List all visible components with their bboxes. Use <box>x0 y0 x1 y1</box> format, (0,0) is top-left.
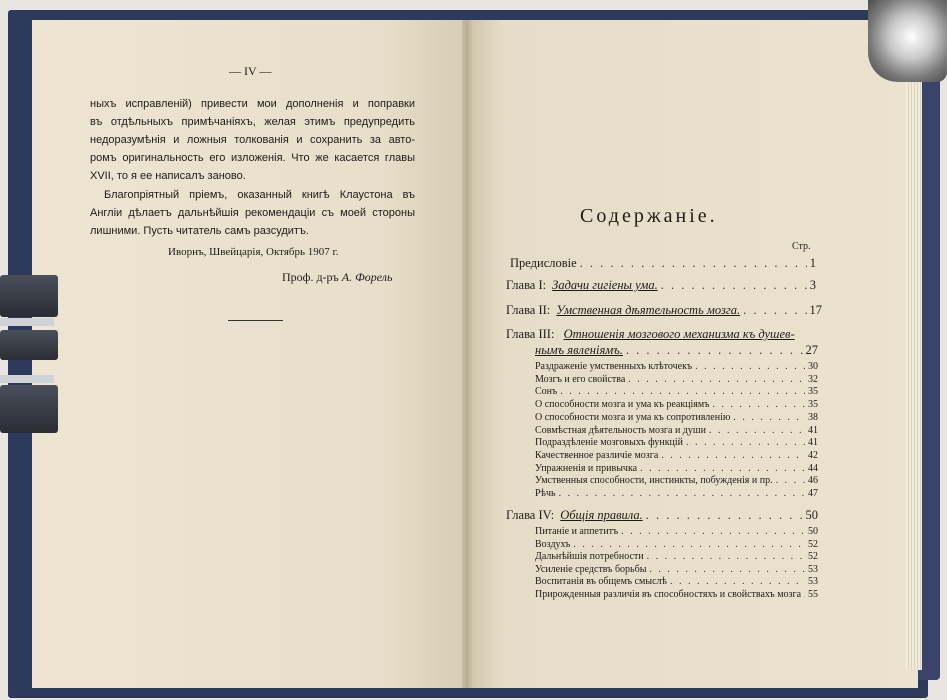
toc-section-page: 44 <box>808 462 818 474</box>
place-date: Иворнъ, Швейцарія, Октябрь 1907 г. <box>168 246 339 258</box>
toc-section-label: Совмѣстная дѣятельность мозга и души <box>535 424 706 436</box>
chapter-title: Задачи гигіены ума. <box>552 278 658 292</box>
toc-section-label: Питаніе и аппетитъ <box>535 526 619 537</box>
paragraph-line: Англіи дѣлаетъ дальнѣйшія рекомендаціи съ моей стороны <box>90 207 415 219</box>
toc-section-row <box>535 386 818 397</box>
toc-section-page: 41 <box>808 437 818 449</box>
toc-section-row <box>535 374 818 385</box>
toc-page: 1 <box>809 256 816 270</box>
binder-clip <box>0 385 58 433</box>
toc-section-label: Умственныя способности, инстинкты, побужденія и пр. <box>535 475 773 487</box>
paragraph-line: ныхъ исправленій) привести мои дополненія и поправки <box>90 98 415 110</box>
chapter-number: Глава I: <box>506 278 547 292</box>
toc-section-page: 46 <box>808 475 818 487</box>
toc-section-label: Рѣчь <box>535 488 556 499</box>
toc-section-row <box>535 361 818 372</box>
toc-section-row <box>535 526 818 537</box>
toc-section-row <box>535 564 818 575</box>
paragraph-line: XVII, то я ее написалъ заново. <box>90 170 246 182</box>
toc-section-label: О способности мозга и ума къ сопротивленію <box>535 411 731 423</box>
toc-section-page: 32 <box>808 373 818 385</box>
toc-section-row <box>535 425 818 436</box>
toc-section-row <box>535 437 818 448</box>
toc-page: 50 <box>805 508 818 522</box>
toc-row-preface <box>510 256 816 271</box>
toc-section-label: Воздухъ <box>535 538 571 550</box>
toc-section-row <box>535 399 818 410</box>
page-edges <box>906 80 922 670</box>
binder-clip-band <box>0 318 54 326</box>
toc-section-page: 35 <box>808 399 818 411</box>
toc-section-label: Подраздѣленіе мозговыхъ функцій <box>535 437 684 449</box>
toc-section-row <box>535 589 818 600</box>
toc-section-label: Дальнѣйшія потребности <box>535 551 644 562</box>
signature-name: А. Форель <box>341 270 393 284</box>
binder-clip-band <box>0 375 54 383</box>
chapter-number: Глава III: <box>506 327 555 341</box>
paragraph-line: ромъ оригинальность его изложенія. Что же касается главы <box>90 152 415 164</box>
toc-section-label: Сонъ <box>535 386 558 398</box>
toc-section-page: 38 <box>808 411 818 423</box>
divider <box>228 320 283 321</box>
chapter-title: Общія правила. <box>560 508 643 522</box>
toc-section-label: Воспитанія въ общемъ смыслѣ <box>535 576 667 587</box>
toc-section-page: 55 <box>808 588 818 600</box>
toc-section-label: Качественное различіе мозга <box>535 449 659 461</box>
chapter-title: Отношенія мозгового механизма къ душев- <box>563 327 795 341</box>
toc-row-chapter-3-line2 <box>535 343 818 358</box>
toc-section-page: 47 <box>808 488 818 499</box>
paragraph-line: лишними. Пусть читатель самъ разсудитъ. <box>90 225 309 237</box>
toc-section-row <box>535 475 818 486</box>
toc-section-row <box>535 412 818 423</box>
toc-row-chapter-2 <box>506 303 822 318</box>
toc-section-row <box>535 450 818 461</box>
paragraph-line: Благопріятный пріемъ, оказанный книгѣ Клаустона въ <box>104 189 415 201</box>
paragraph-line: недоразумѣнія и ложныя толкованія и сохранить за авто- <box>90 134 415 146</box>
paragraph-line: въ отдѣльныхъ примѣчаніяхъ, желая этимъ предупредить <box>90 116 415 128</box>
toc-section-row <box>535 539 818 550</box>
toc-row-chapter-3-line1 <box>506 327 795 342</box>
toc-section-page: 35 <box>808 386 818 398</box>
toc-section-page: 30 <box>808 361 818 372</box>
toc-section-label: Раздраженіе умственныхъ клѣточекъ <box>535 361 693 372</box>
toc-section-row <box>535 551 818 562</box>
toc-section-page: 52 <box>808 551 818 562</box>
toc-page: 17 <box>809 303 822 317</box>
page-column-header: Стр. <box>792 241 811 252</box>
toc-section-page: 41 <box>808 424 818 436</box>
toc-section-label: Усиленіе средствъ борьбы <box>535 563 647 575</box>
metal-weight <box>868 0 947 82</box>
toc-section-page: 53 <box>808 563 818 575</box>
toc-section-page: 50 <box>808 526 818 537</box>
binder-clip <box>0 330 58 360</box>
signature-prefix: Проф. д-ръ <box>282 270 339 284</box>
toc-section-page: 42 <box>808 449 818 461</box>
toc-row-chapter-4 <box>506 508 818 523</box>
chapter-title-cont: нымъ явленіямъ. <box>535 343 623 357</box>
toc-section-row <box>535 488 818 499</box>
book-gutter <box>462 20 472 688</box>
toc-section-row <box>535 463 818 474</box>
chapter-title: Умственная дѣятельность мозга. <box>556 303 741 317</box>
toc-row-chapter-1 <box>506 278 816 293</box>
chapter-number: Глава IV: <box>506 508 555 522</box>
toc-page: 3 <box>809 278 816 292</box>
toc-section-page: 53 <box>808 576 818 587</box>
toc-section-label: Прирожденныя различія въ способностяхъ и свойствахъ мозга <box>535 588 802 600</box>
toc-label: Предисловіе <box>510 256 577 270</box>
toc-section-row <box>535 576 818 587</box>
toc-section-page: 52 <box>808 538 818 550</box>
toc-page: 27 <box>805 343 818 357</box>
signature <box>282 270 392 285</box>
toc-title: Содержаніе. <box>580 205 718 227</box>
binder-clip <box>0 275 58 317</box>
toc-section-label: Мозгъ и его свойства <box>535 373 626 385</box>
toc-section-label: О способности мозга и ума къ реакціямъ <box>535 399 710 411</box>
chapter-number: Глава II: <box>506 303 551 317</box>
page-number: — IV — <box>229 64 272 78</box>
toc-section-label: Упражненія и привычка <box>535 462 638 474</box>
